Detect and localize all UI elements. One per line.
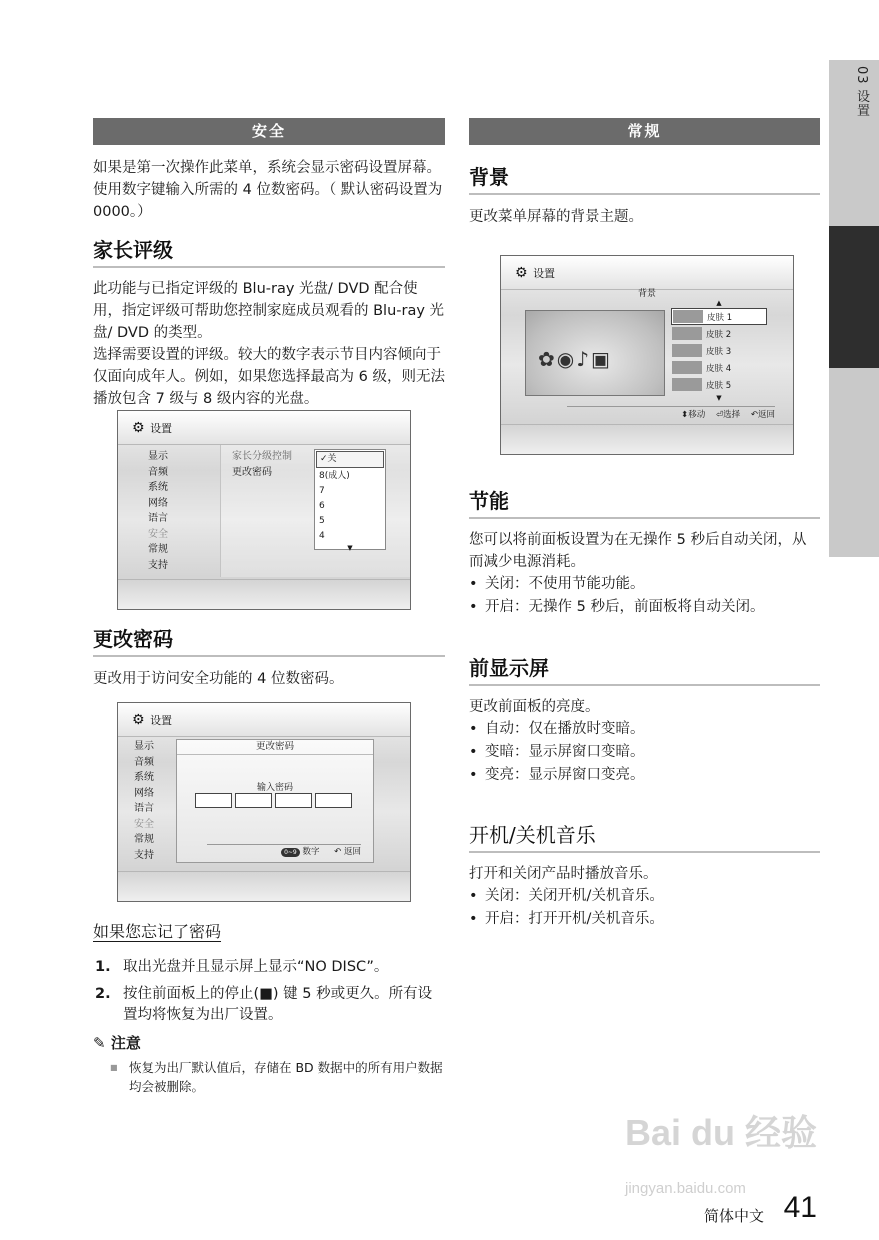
change-password-dialog [176,739,374,863]
forgot-password-heading: 如果您忘记了密码 [93,922,222,941]
parental-settings-screenshot [117,410,411,610]
menu-item[interactable]: 音频 [148,466,168,478]
hint-number: 数字 [302,847,320,857]
skin-item[interactable]: 皮肤 5 [671,376,767,393]
footer-language: 简体中文 [703,1207,764,1225]
password-digit-field[interactable] [235,793,272,808]
menu-item[interactable]: 显示 [148,451,168,462]
password-digit-field[interactable] [315,793,352,808]
front-display-text: 更改前面板的亮度。 [469,699,600,715]
menu-item[interactable]: 音频 [134,756,154,768]
scroll-down-icon[interactable]: ▼ [347,544,353,552]
scroll-down-icon[interactable]: ▼ [716,394,722,402]
menu-item[interactable]: 网络 [148,497,168,509]
return-icon: ↶ [750,410,758,420]
screen-title: 设置 [150,714,173,727]
power-music-text: 打开和关闭产品时播放音乐。 [469,866,658,882]
chapter-label: 03 设置 [854,66,869,118]
gear-icon: ⚙ [515,265,528,281]
watermark-logo: Bai du 经验 [625,1112,818,1153]
hint-return: 返回 [343,847,361,857]
menu-item[interactable]: 常规 [148,544,168,555]
page-number: 41 [783,1191,817,1224]
option-change-password[interactable]: 更改密码 [232,466,272,478]
skin-thumbnail [672,344,702,357]
menu-item[interactable]: 系统 [134,772,154,783]
skin-thumbnail [672,361,702,374]
skin-item[interactable]: 皮肤 2 [671,325,767,342]
menu-item[interactable]: 语言 [134,803,154,814]
screen-title: 设置 [533,267,556,280]
rating-option[interactable]: 4 [319,531,325,541]
screen-footer [118,579,410,609]
rating-option-selected[interactable]: ✓关 [316,451,384,468]
list-item: • 关闭：关闭开机/关机音乐。 [469,885,820,908]
energy-heading: 节能 [469,488,820,519]
list-item: • 开启：打开开机/关机音乐。 [469,908,820,931]
right-column [469,118,820,228]
skin-list [671,298,767,403]
background-heading: 背景 [469,164,820,195]
general-band: 常规 [469,118,820,145]
dialog-title: 更改密码 [177,740,373,755]
skin-thumbnail [673,310,703,323]
note-block [93,1032,445,1096]
energy-section [469,488,820,619]
chapter-side-tab [829,60,879,557]
change-password-heading: 更改密码 [93,626,445,657]
screen-hint-bar: ⬍移动 ⏎选择 ↶返回 [567,406,775,423]
watermark-url: jingyan.baidu.com [625,1180,746,1197]
skin-thumbnail [672,378,702,391]
gear-icon: ⚙ [132,712,145,728]
list-item: • 变亮：显示屏窗口变亮。 [469,764,820,787]
chapter-marker [829,226,879,368]
list-item: • 自动：仅在播放时变暗。 [469,718,820,741]
energy-text: 您可以将前面板设置为在无操作 5 秒后自动关闭，从而减少电源消耗。 [469,532,807,570]
return-icon: ↶ [334,847,342,857]
security-band: 安全 [93,118,445,145]
parental-heading: 家长评级 [93,237,445,268]
screen-title: 设置 [150,422,173,435]
list-item: • 关闭：不使用节能功能。 [469,573,820,596]
menu-item[interactable]: 系统 [148,482,168,493]
note-text: ■ 恢复为出厂默认值后，存储在 BD 数据中的所有用户数据均会被删除。 [93,1058,445,1096]
note-title: ✎ 注意 [93,1034,141,1052]
password-digit-field[interactable] [195,793,232,808]
power-music-list [469,885,820,931]
menu-item[interactable]: 支持 [134,849,154,861]
select-icon: ⏎ [716,410,724,420]
menu-item[interactable]: 常规 [134,834,154,845]
screen-footer [118,871,410,901]
energy-list [469,573,820,619]
left-column [93,118,445,410]
scroll-up-icon[interactable]: ▲ [716,299,722,307]
option-parental-control[interactable]: 家长分级控制 [232,451,292,462]
rating-option[interactable]: 7 [319,486,325,496]
menu-item[interactable]: 支持 [148,559,168,571]
change-password-section [93,626,445,690]
change-password-screenshot [117,702,411,902]
front-display-heading: 前显示屏 [469,655,820,686]
skin-item[interactable]: 皮肤 3 [671,342,767,359]
step-item: 2. 按住前面板上的停止(■) 键 5 秒或更久。所有设置均将恢复为出厂设置。 [95,986,433,1023]
power-music-heading: 开机/关机音乐 [469,822,820,853]
background-text: 更改菜单屏幕的背景主题。 [469,209,643,225]
parental-text-2: 选择需要设置的评级。较大的数字表示节目内容倾向于仅面向成年人。例如，如果您选择最高为 6 级，则无法播放包含 7 级与 8 级内容的光盘。 [93,347,445,407]
move-icon: ⬍ [681,410,689,420]
background-preview [525,310,665,396]
forgot-steps [93,957,445,1026]
screen-titlebar [501,256,793,290]
power-music-section [469,822,820,931]
password-digit-field[interactable] [275,793,312,808]
skin-thumbnail [672,327,702,340]
screen-titlebar [118,703,410,737]
parental-text: 此功能与已指定评级的 Blu-ray 光盘/ DVD 配合使用，指定评级可帮助您控制家庭成员观看的 Blu-ray 光盘/ DVD 的类型。 [93,281,445,341]
dialog-hint-bar [207,844,361,859]
step-item: 1. 取出光盘并且显示屏上显示“NO DISC”。 [95,959,389,975]
background-screenshot [500,255,794,455]
change-password-text: 更改用于访问安全功能的 4 位数密码。 [93,671,344,687]
password-prompt: 输入密码 [256,783,293,793]
gear-icon: ⚙ [132,420,145,436]
front-display-list [469,718,820,787]
screen-titlebar [118,411,410,445]
list-item: • 变暗：显示屏窗口变暗。 [469,741,820,764]
rating-dropdown[interactable] [314,449,386,550]
forgot-password-section [93,921,445,1096]
menu-item[interactable]: 语言 [148,513,168,524]
skin-item[interactable]: 皮肤 4 [671,359,767,376]
rating-option[interactable]: 6 [319,501,325,511]
preview-icons: ✿◉♪▣ [538,347,612,371]
menu-item-selected[interactable]: 安全 [134,818,154,830]
settings-menu [134,739,154,863]
screen-footer [501,424,793,454]
screen-subtitle: 背景 [637,289,656,299]
skin-item-selected[interactable]: 皮肤 1 [671,308,767,325]
security-intro: 如果是第一次操作此菜单，系统会显示密码设置屏幕。使用数字键输入所需的 4 位数密码。（ 默认密码设置为 0000。） [93,160,443,220]
options-list [232,449,292,480]
password-fields [195,793,352,808]
number-keys-icon: 0~9 [281,848,300,857]
settings-menu [148,449,168,573]
pencil-icon: ✎ [93,1034,106,1052]
menu-item[interactable]: 网络 [134,787,154,799]
front-display-section [469,655,820,787]
rating-option[interactable]: 5 [319,516,325,526]
rating-option[interactable]: 8(成人) [319,471,350,481]
menu-item-selected[interactable]: 安全 [148,528,168,540]
menu-item[interactable]: 显示 [134,741,154,752]
list-item: • 开启：无操作 5 秒后，前面板将自动关闭。 [469,596,820,619]
